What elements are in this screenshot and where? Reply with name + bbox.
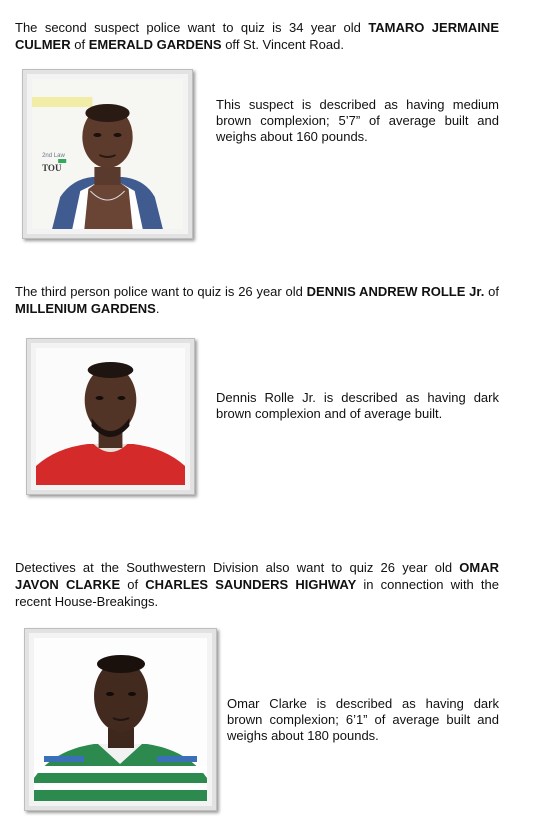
intro-text: of	[70, 37, 89, 52]
suspect-2-photo-frame	[26, 338, 195, 495]
background-sign-text: 2nd Law	[42, 153, 65, 159]
intro-text: of	[484, 284, 499, 299]
intro-text: The second suspect police want to quiz is 34 year old	[15, 20, 369, 35]
intro-text: Detectives at the Southwestern Division also want to quiz 26 year old	[15, 560, 460, 575]
suspect-name: OMAR JAVON CLARKE	[15, 560, 499, 592]
suspect-1-intro	[15, 19, 499, 53]
suspect-2-photo	[36, 348, 185, 485]
suspect-1-photo	[32, 79, 183, 229]
suspect-1-description: This suspect is described as having medium brown complexion; 5’7” of average built and weighs about 160 pounds.	[216, 97, 499, 144]
suspect-2-intro	[15, 283, 499, 317]
suspect-3-photo-frame	[24, 628, 217, 811]
suspect-address: CHARLES SAUNDERS HIGHWAY	[145, 577, 357, 592]
intro-text: off St. Vincent Road.	[221, 37, 344, 52]
intro-text: The third person police want to quiz is 26 year old	[15, 284, 307, 299]
suspect-address: MILLENIUM GARDENS	[15, 301, 156, 316]
suspect-address: EMERALD GARDENS	[88, 37, 222, 52]
suspect-1-photo-frame	[22, 69, 193, 239]
suspect-name: DENNIS ANDREW ROLLE Jr.	[306, 284, 485, 299]
intro-text: in connection with the recent House-Breakings.	[15, 577, 499, 609]
background-sign-text: TOU	[42, 163, 62, 173]
suspect-2-description: Dennis Rolle Jr. is described as having dark brown complexion and of average built.	[216, 390, 499, 421]
suspect-3-photo	[34, 638, 207, 801]
intro-text: of	[120, 577, 146, 592]
suspect-3-intro	[15, 559, 499, 610]
intro-text: .	[155, 301, 160, 316]
suspect-3-description: Omar Clarke is described as having dark brown complexion; 6’1” of average built and weighs about 180 pounds.	[227, 696, 499, 743]
suspect-name: TAMARO JERMAINE CULMER	[15, 20, 499, 52]
